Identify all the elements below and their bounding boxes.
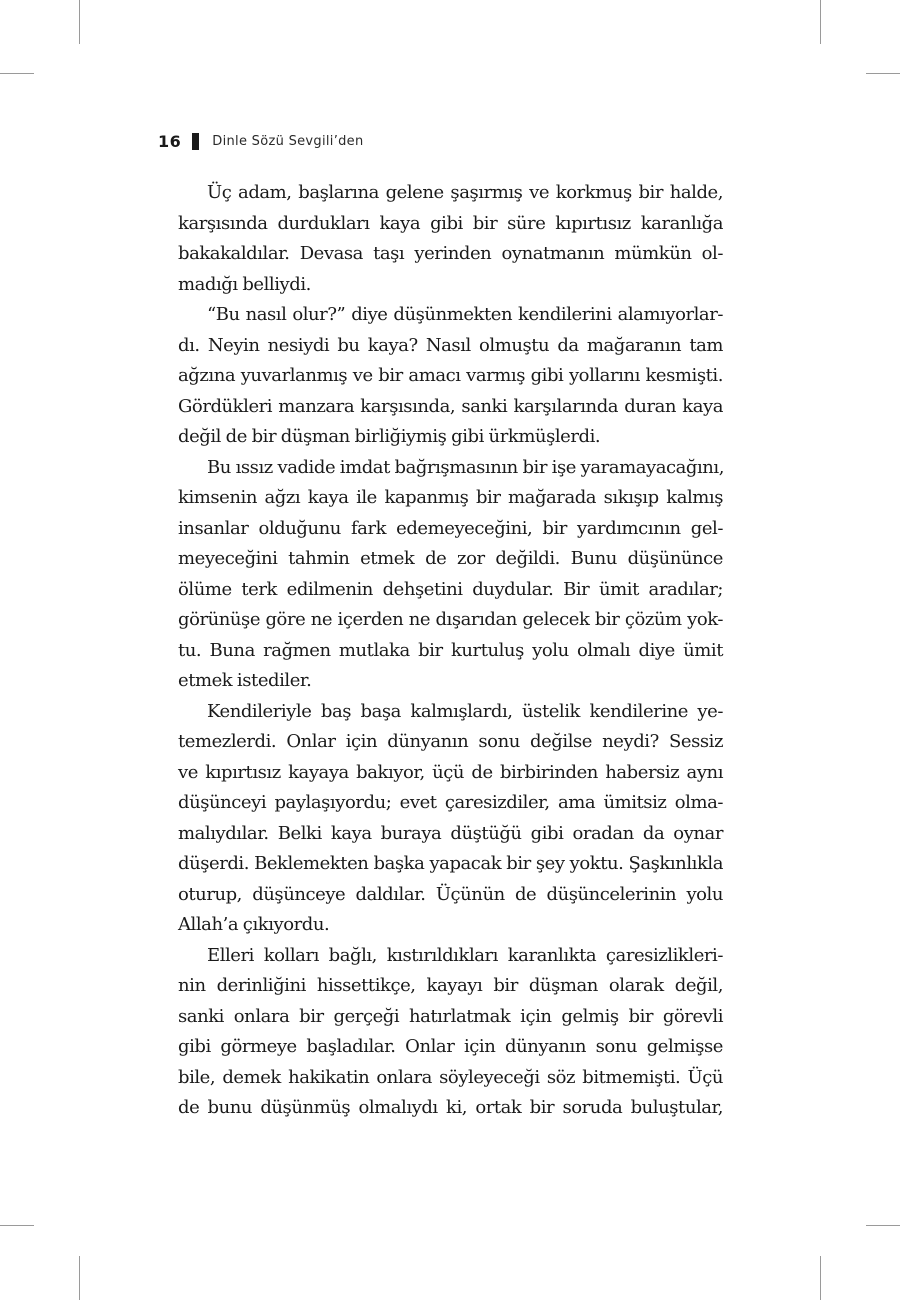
text-line: temezlerdi. Onlar için dünyanın sonu değilse neydi? Sessiz	[178, 731, 723, 752]
text-line: tu. Buna rağmen mutlaka bir kurtuluş yolu olmalı diye ümit	[178, 639, 723, 661]
text-line: madığı belliydi.	[178, 273, 311, 295]
running-head	[158, 128, 364, 154]
running-head-divider-bar	[192, 133, 199, 150]
crop-mark-bottom-left-vertical	[79, 1256, 80, 1300]
crop-mark-bottom-right-vertical	[820, 1256, 821, 1300]
text-line: Gördükleri manzara karşısında, sanki karşılarında duran kaya	[178, 395, 723, 417]
text-line: Kendileriyle baş başa kalmışlardı, üstelik kendilerine ye-	[207, 700, 723, 722]
paragraph	[178, 453, 723, 697]
crop-mark-top-right-horizontal	[866, 73, 900, 74]
paragraph	[178, 941, 723, 1124]
text-line: sanki onlara bir gerçeği hatırlatmak için gelmiş bir görevli	[178, 1005, 723, 1027]
paragraph	[178, 697, 723, 941]
body-text	[178, 178, 723, 1124]
text-line: bakakaldılar. Devasa taşı yerinden oynatmanın mümkün ol-	[178, 243, 723, 264]
text-line: düşerdi. Beklemekten başka yapacak bir şey yoktu. Şaşkınlıkla	[178, 853, 723, 874]
text-line: düşünceyi paylaşıyordu; evet çaresizdiler, ama ümitsiz olma-	[178, 792, 723, 813]
text-line: meyeceğini tahmin etmek de zor değildi. Bunu düşününce	[178, 548, 723, 569]
crop-mark-top-left-vertical	[79, 0, 80, 44]
paragraph	[178, 300, 723, 453]
text-line: Elleri kolları bağlı, kıstırıldıkları karanlıkta çaresizlikleri-	[207, 944, 723, 966]
paragraph	[178, 178, 723, 300]
text-line: “Bu nasıl olur?” diye düşünmekten kendilerini alamıyorlar-	[207, 304, 723, 325]
page-number: 16	[158, 131, 182, 151]
text-line: Allah’a çıkıyordu.	[178, 914, 330, 935]
text-line: nin derinliğini hissettikçe, kayayı bir düşman olarak değil,	[178, 975, 723, 996]
text-line: ve kıpırtısız kayaya bakıyor, üçü de birbirinden habersiz aynı	[178, 761, 723, 783]
text-line: değil de bir düşman birliğiymiş gibi ürkmüşlerdi.	[178, 426, 601, 447]
text-line: Bu ıssız vadide imdat bağrışmasının bir işe yaramayacağını,	[207, 456, 725, 478]
text-line: etmek istediler.	[178, 670, 312, 691]
text-line: de bunu düşünmüş olmalıydı ki, ortak bir soruda buluştular,	[178, 1097, 723, 1118]
text-line: malıydılar. Belki kaya buraya düştüğü gibi oradan da oynar	[178, 822, 723, 844]
text-line: ölüme terk edilmenin dehşetini duydular. Bir ümit aradılar;	[178, 578, 723, 600]
text-line: bile, demek hakikatin onlara söyleyeceği söz bitmemişti. Üçü	[178, 1066, 723, 1088]
crop-mark-top-left-horizontal	[0, 73, 34, 74]
text-line: karşısında durdukları kaya gibi bir süre kıpırtısız karanlığa	[178, 212, 723, 234]
crop-mark-bottom-left-horizontal	[0, 1225, 34, 1226]
text-line: Üç adam, başlarına gelene şaşırmış ve korkmuş bir halde,	[207, 182, 723, 203]
crop-mark-bottom-right-horizontal	[866, 1225, 900, 1226]
text-line: kimsenin ağzı kaya ile kapanmış bir mağarada sıkışıp kalmış	[178, 487, 723, 508]
text-line: dı. Neyin nesiydi bu kaya? Nasıl olmuştu da mağaranın tam	[178, 334, 723, 356]
book-title: Dinle Sözü Sevgili’den	[212, 133, 364, 149]
crop-mark-top-right-vertical	[820, 0, 821, 44]
text-line: insanlar olduğunu fark edemeyeceğini, bir yardımcının gel-	[178, 517, 723, 539]
text-line: görünüşe göre ne içerden ne dışarıdan gelecek bir çözüm yok-	[178, 609, 723, 630]
text-line: ağzına yuvarlanmış ve bir amacı varmış gibi yollarını kesmişti.	[178, 365, 723, 386]
text-line: gibi görmeye başladılar. Onlar için dünyanın sonu gelmişse	[178, 1036, 723, 1057]
text-line: oturup, düşünceye daldılar. Üçünün de düşüncelerinin yolu	[178, 883, 723, 905]
